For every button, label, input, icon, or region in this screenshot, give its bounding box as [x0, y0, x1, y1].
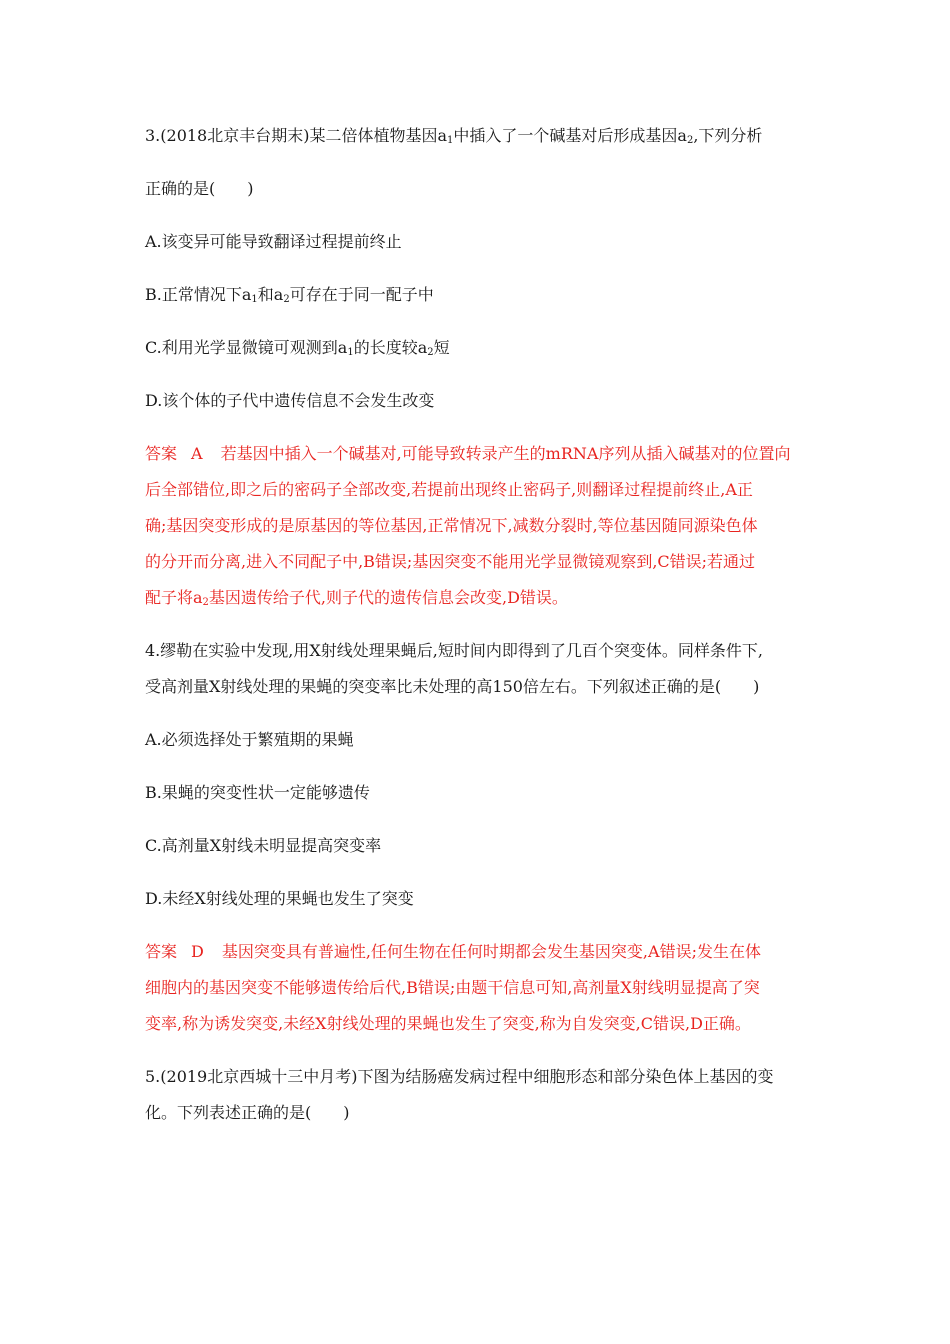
question-3-answer-line-1: [145, 436, 810, 472]
question-5-stem-line-2: 化。下列表述正确的是( ): [145, 1103, 350, 1122]
text-run: B.正常情况下a: [145, 285, 252, 304]
subscript: 1: [251, 294, 258, 305]
text-run: 3.(2018北京丰台期末)某二倍体植物基因a: [145, 126, 448, 145]
text-run: 的长度较a: [353, 338, 428, 357]
question-4-option-a: A.必须选择处于繁殖期的果蝇: [145, 730, 354, 749]
question-3-option-b: [145, 277, 810, 313]
subscript: 2: [686, 135, 694, 146]
explanation-text: 若基因中插入一个碱基对,可能导致转录产生的mRNA序列从插入碱基对的位置向: [220, 444, 791, 463]
question-4-answer-line-1: [145, 934, 810, 970]
question-3-stem-line-1: [145, 118, 810, 154]
question-3-option-d: D.该个体的子代中遗传信息不会发生改变: [145, 391, 435, 410]
question-3-option-c: [145, 330, 810, 366]
question-3-answer-line-2: 后全部错位,即之后的密码子全部改变,若提前出现终止密码子,则翻译过程提前终止,A正: [145, 480, 753, 499]
subscript: 2: [427, 347, 434, 358]
question-3-answer-line-4: 的分开而分离,进入不同配子中,B错误;基因突变不能用光学显微镜观察到,C错误;若通过: [145, 552, 756, 571]
text-run: 配子将a: [145, 588, 203, 607]
question-4-stem-line-1: 4.缪勒在实验中发现,用X射线处理果蝇后,短时间内即得到了几百个突变体。同样条件下,: [145, 641, 763, 660]
content-column: [145, 118, 810, 1131]
answer-label: 答案: [145, 444, 178, 463]
subscript: 1: [447, 135, 454, 146]
question-4-option-b: B.果蝇的突变性状一定能够遗传: [145, 783, 370, 802]
question-4-option-c: C.高剂量X射线未明显提高突变率: [145, 836, 382, 855]
text-run: 和a: [257, 285, 284, 304]
answer-key: A: [191, 444, 203, 463]
question-4-option-d: D.未经X射线处理的果蝇也发生了突变: [145, 889, 414, 908]
subscript: 2: [202, 597, 209, 608]
text-run: C.利用光学显微镜可观测到a: [145, 338, 348, 357]
question-3-stem-line-2: 正确的是( ): [145, 179, 254, 198]
text-run: 可存在于同一配子中: [289, 285, 434, 304]
subscript: 1: [347, 347, 354, 358]
text-run: 中插入了一个碱基对后形成基因a: [453, 126, 687, 145]
text-run: 短: [433, 338, 450, 357]
explanation-text: 基因突变具有普遍性,任何生物在任何时期都会发生基因突变,A错误;发生在体: [221, 942, 761, 961]
question-4-stem-line-2: 受高剂量X射线处理的果蝇的突变率比未处理的高150倍左右。下列叙述正确的是( ): [145, 677, 760, 696]
question-5-stem-line-1: 5.(2019北京西城十三中月考)下图为结肠癌发病过程中细胞形态和部分染色体上基因的变: [145, 1067, 774, 1086]
text-run: ,下列分析: [693, 126, 763, 145]
text-run: 基因遗传给子代,则子代的遗传信息会改变,D错误。: [208, 588, 568, 607]
question-3-answer-line-3: 确;基因突变形成的是原基因的等位基因,正常情况下,减数分裂时,等位基因随同源染色体: [145, 516, 758, 535]
question-4-answer-line-3: 变率,称为诱发突变,未经X射线处理的果蝇也发生了突变,称为自发突变,C错误,D正确。: [145, 1014, 751, 1033]
subscript: 2: [283, 294, 290, 305]
question-3-answer-line-5: [145, 580, 810, 616]
question-3-option-a: A.该变异可能导致翻译过程提前终止: [145, 232, 402, 251]
answer-label: 答案: [145, 942, 178, 961]
answer-key: D: [191, 942, 204, 961]
question-4-answer-line-2: 细胞内的基因突变不能够遗传给后代,B错误;由题干信息可知,高剂量X射线明显提高了突: [145, 978, 760, 997]
